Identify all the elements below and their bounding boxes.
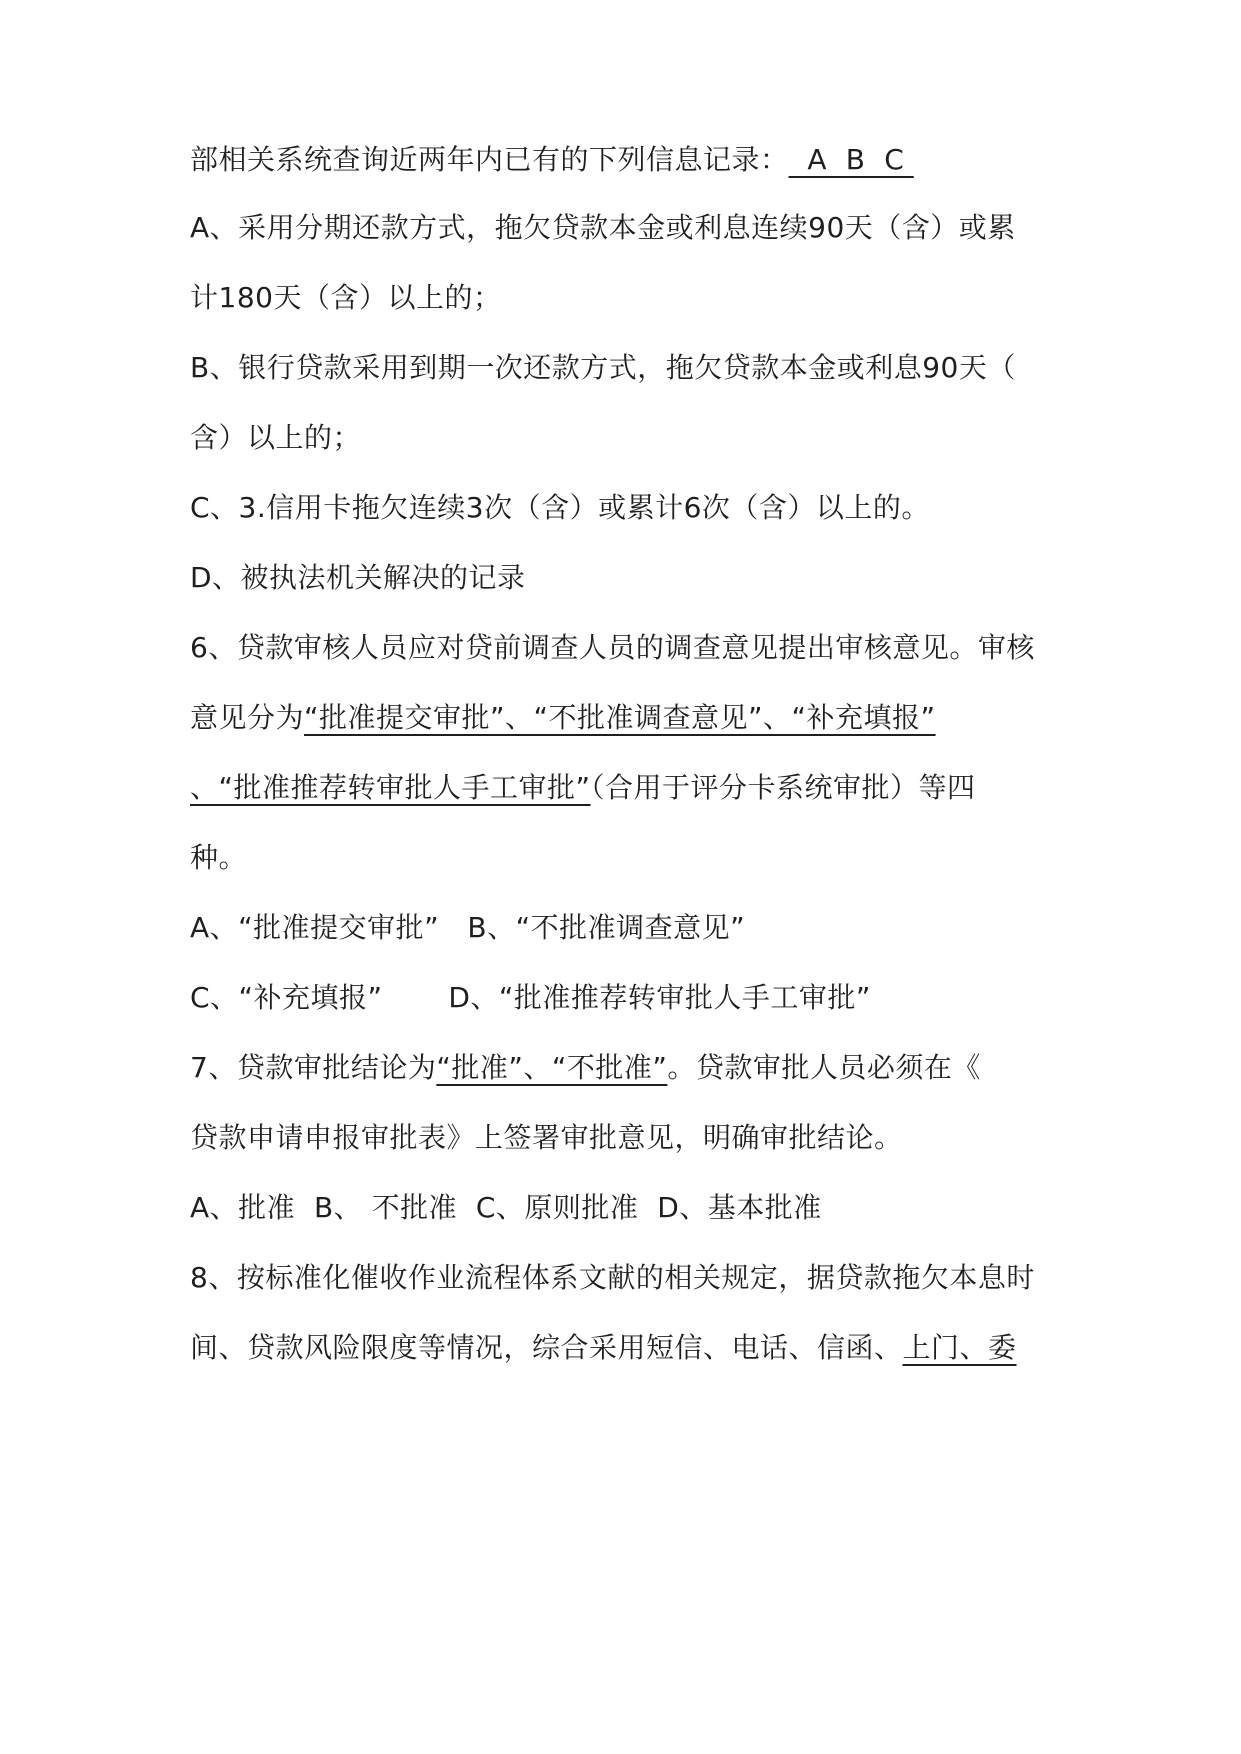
text-span: 。贷款审批人员必须在《 bbox=[667, 1051, 981, 1084]
text-span: 种。 bbox=[190, 841, 248, 874]
text-line bbox=[190, 1328, 1070, 1368]
text-line bbox=[190, 140, 1070, 180]
text-span: A、采用分期还款方式，拖欠贷款本金或利息连续90天（含）或累 bbox=[190, 211, 1016, 244]
text-line bbox=[190, 418, 1070, 458]
text-line bbox=[190, 1118, 1070, 1158]
text-span: 间、贷款风险限度等情况，综合采用短信、电话、信函、 bbox=[190, 1331, 903, 1364]
answer-underline: “批准提交审批”、“不批准调查意见”、“补充填报” bbox=[304, 701, 936, 734]
text-span: 部相关系统查询近两年内已有的下列信息记录： bbox=[190, 143, 789, 176]
options-ab-line bbox=[190, 908, 1070, 948]
text-span: （合用于评分卡系统审批）等四 bbox=[590, 771, 976, 804]
text-span: 8、按标准化催收作业流程体系文献的相关规定，据贷款拖欠本息时 bbox=[190, 1261, 1035, 1294]
question-6-line bbox=[190, 628, 1070, 668]
answer-underline: 、“批准推荐转审批人手工审批” bbox=[190, 771, 591, 804]
text-span: C、3.信用卡拖欠连续3次（含）或累计6次（含）以上的。 bbox=[190, 491, 930, 524]
text-span: 含）以上的； bbox=[190, 421, 362, 454]
options-cd-line bbox=[190, 978, 1070, 1018]
option-c-line bbox=[190, 488, 1070, 528]
text-span: 贷款申请申报审批表》上签署审批意见，明确审批结论。 bbox=[190, 1121, 903, 1154]
text-line bbox=[190, 278, 1070, 318]
text-span: 7、贷款审批结论为 bbox=[190, 1051, 437, 1084]
text-span: 意见分为 bbox=[190, 701, 305, 734]
text-span: D、被执法机关解决的记录 bbox=[190, 561, 526, 594]
text-span: 6、贷款审核人员应对贷前调查人员的调查意见提出审核意见。审核 bbox=[190, 631, 1035, 664]
text-line bbox=[190, 838, 1070, 878]
text-span: A、批准 B、 不批准 C、原则批准 D、基本批准 bbox=[190, 1191, 822, 1224]
options-line bbox=[190, 1188, 1070, 1228]
option-b-line bbox=[190, 348, 1070, 388]
text-span: C、“补充填报” D、“批准推荐转审批人手工审批” bbox=[190, 981, 871, 1014]
text-line bbox=[190, 768, 1070, 808]
text-line bbox=[190, 698, 1070, 738]
text-span: B、银行贷款采用到期一次还款方式，拖欠贷款本金或利息90天（ bbox=[190, 351, 1016, 384]
text-span: A、“批准提交审批” B、“不批准调查意见” bbox=[190, 911, 746, 944]
question-7-line bbox=[190, 1048, 1070, 1088]
answer-underline: 上门、委 bbox=[902, 1331, 1017, 1364]
answer-underline: “批准”、“不批准” bbox=[436, 1051, 668, 1084]
option-d-line bbox=[190, 558, 1070, 598]
answer-underline: A B C bbox=[788, 143, 914, 176]
question-8-line bbox=[190, 1258, 1070, 1298]
text-span: 计180天（含）以上的； bbox=[190, 281, 502, 314]
option-a-line bbox=[190, 208, 1070, 248]
